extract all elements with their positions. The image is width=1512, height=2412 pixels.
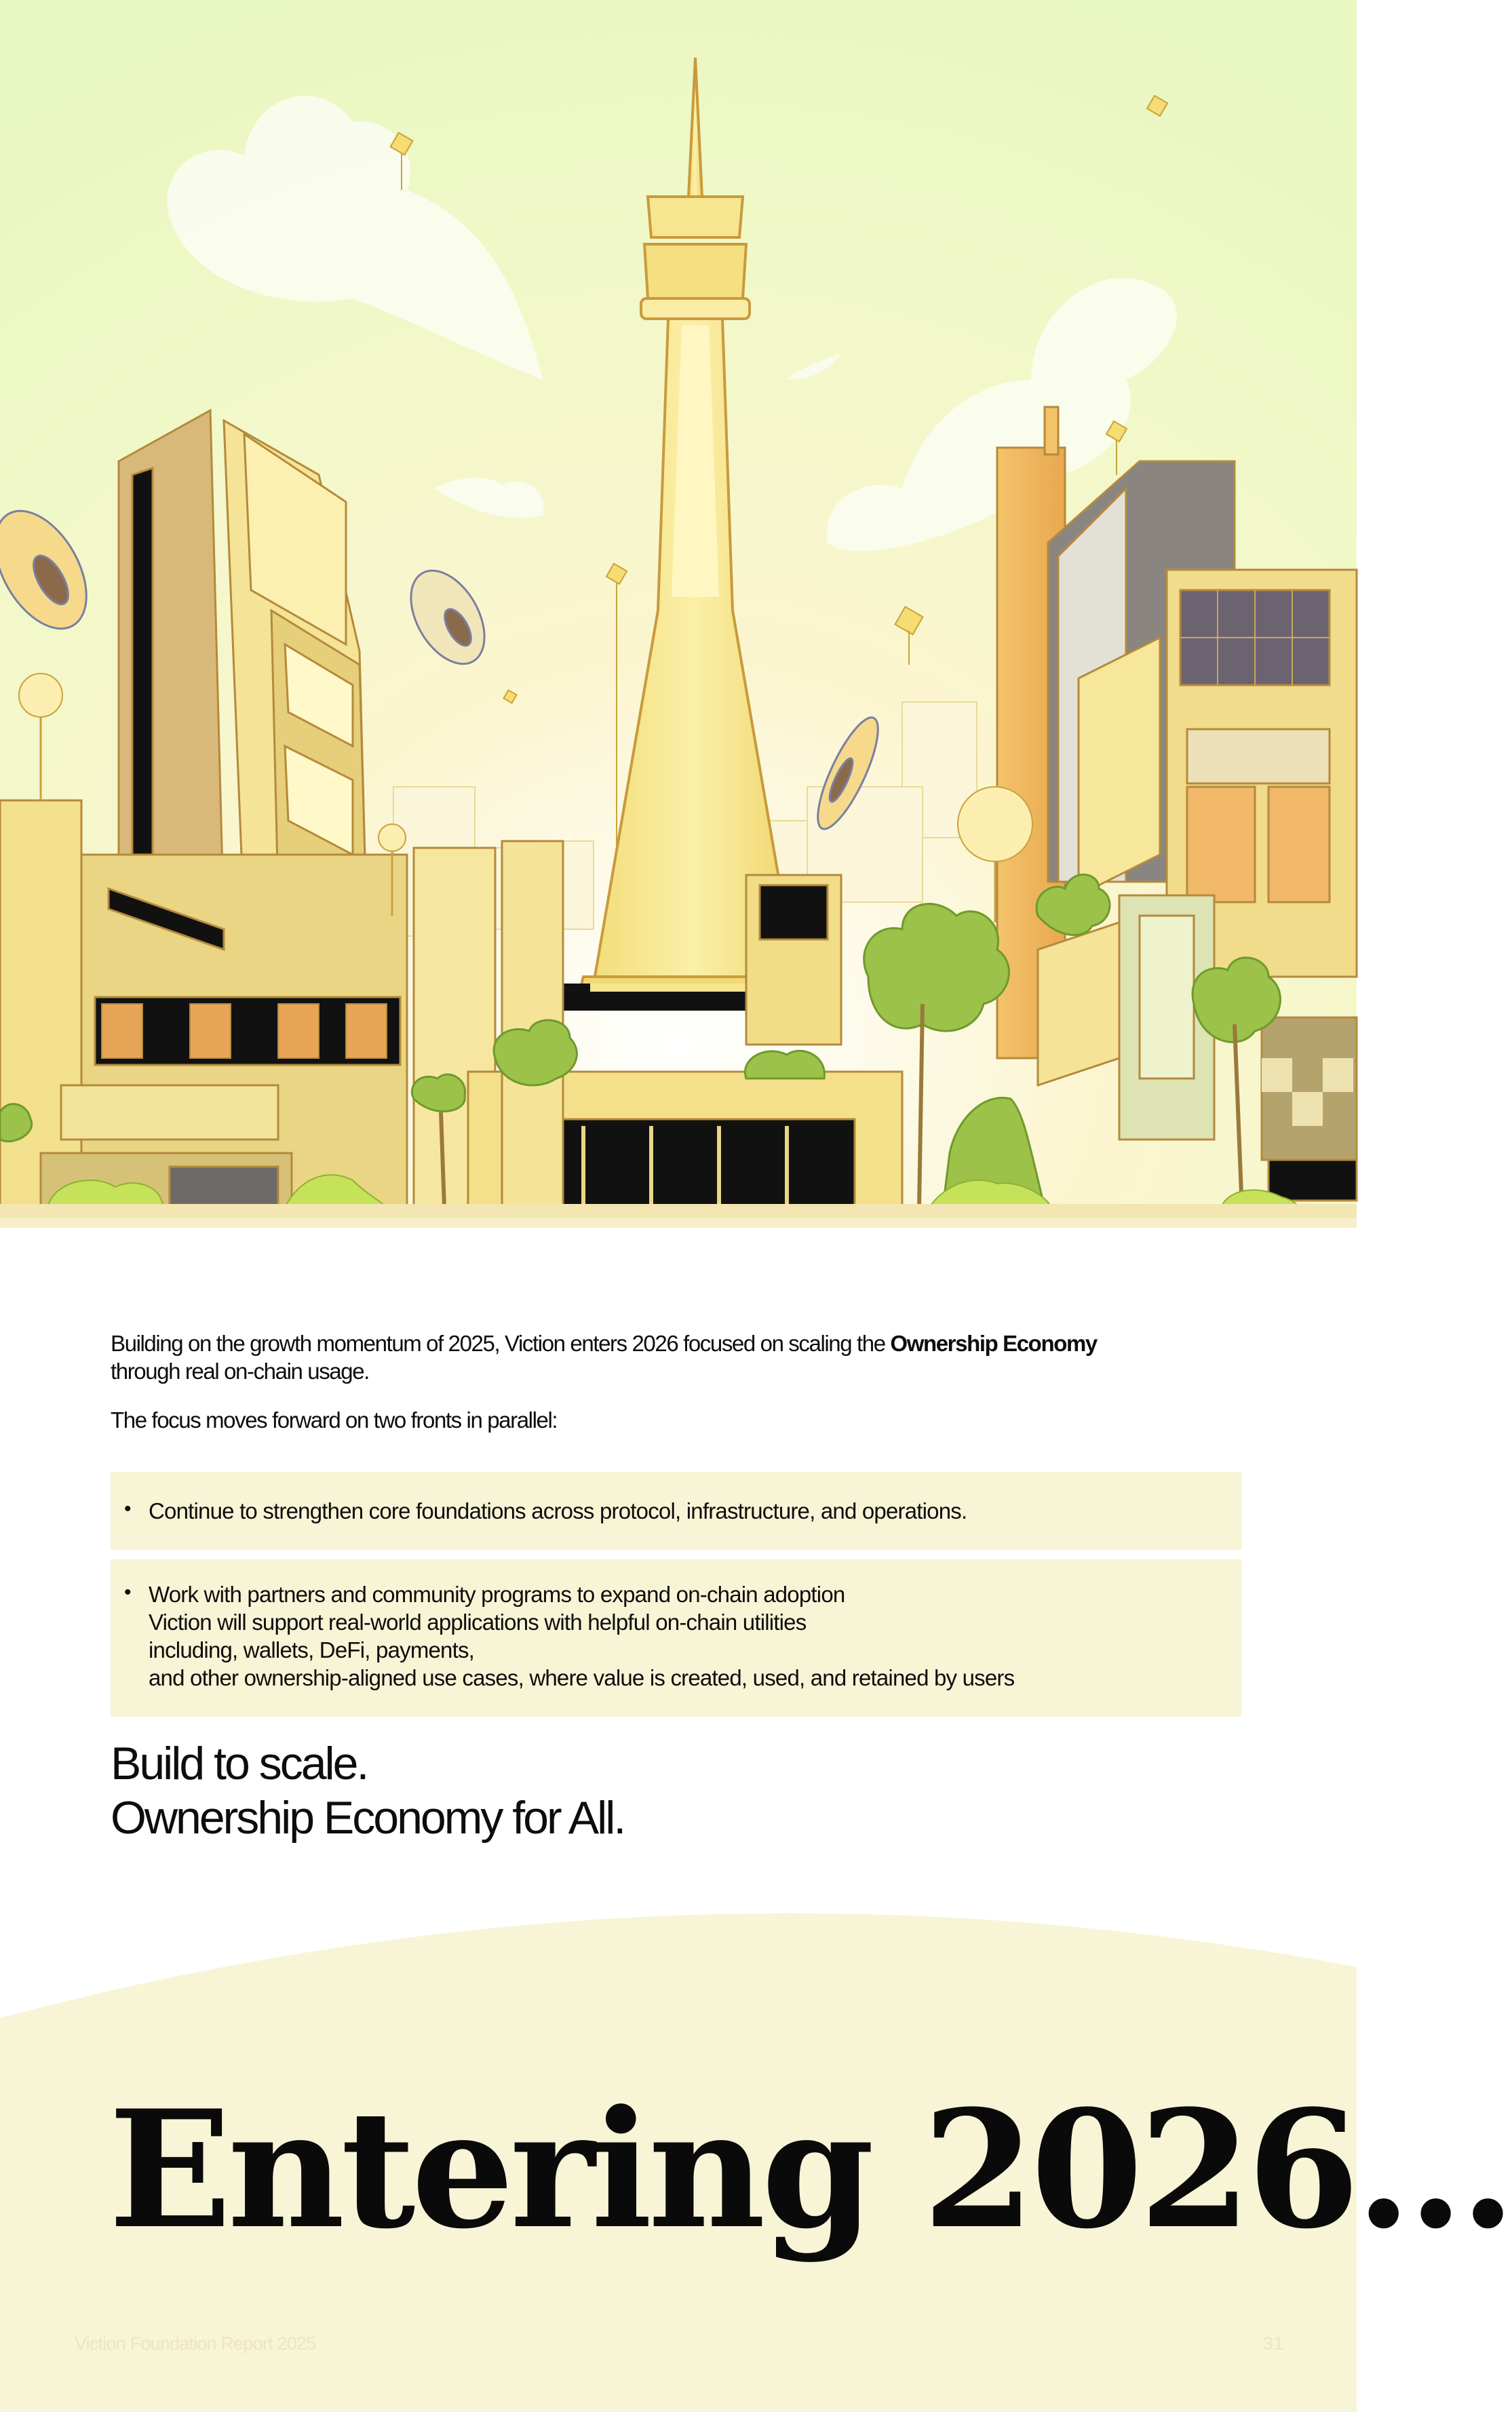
- bullet-marker: •: [124, 1581, 132, 1603]
- tagline-line-1: Build to scale.: [111, 1738, 368, 1789]
- bullet-line: Viction will support real-world applications with helpful on-chain utilities: [149, 1610, 807, 1635]
- city-skyline-illustration: [0, 0, 1357, 1228]
- bullet-card-foundations: [111, 1472, 1241, 1550]
- bullet-line: Continue to strengthen core foundations across protocol, infrastructure, and operations.: [149, 1498, 967, 1523]
- hero-illustration: [0, 0, 1357, 1228]
- page-title: Entering 2026...: [109, 2076, 1512, 2265]
- bullet-line: including, wallets, DeFi, payments,: [149, 1637, 475, 1662]
- bullet-text: [149, 1497, 967, 1525]
- bullet-line: and other ownership-aligned use cases, where value is created, used, and retained by users: [149, 1665, 1015, 1690]
- footer-report-name: Viction Foundation Report 2025: [75, 2333, 316, 2354]
- bullet-marker: •: [124, 1498, 132, 1520]
- focus-statement: The focus moves forward on two fronts in parallel:: [111, 1407, 558, 1433]
- tagline-line-2: Ownership Economy for All.: [111, 1792, 625, 1844]
- intro-text-start: Building on the growth momentum of 2025, Viction enters 2026 focused on scaling the: [111, 1331, 891, 1356]
- intro-paragraph: [111, 1329, 1250, 1385]
- bullet-line: Work with partners and community programs to expand on-chain adoption: [149, 1582, 845, 1607]
- bullet-text: [149, 1580, 1014, 1692]
- bullet-card-partners: [111, 1559, 1241, 1717]
- intro-bold-ownership-economy: Ownership Economy: [890, 1331, 1097, 1356]
- intro-text-end: through real on-chain usage.: [111, 1359, 369, 1384]
- tagline: [111, 1736, 624, 1845]
- page-number: 31: [1262, 2333, 1283, 2354]
